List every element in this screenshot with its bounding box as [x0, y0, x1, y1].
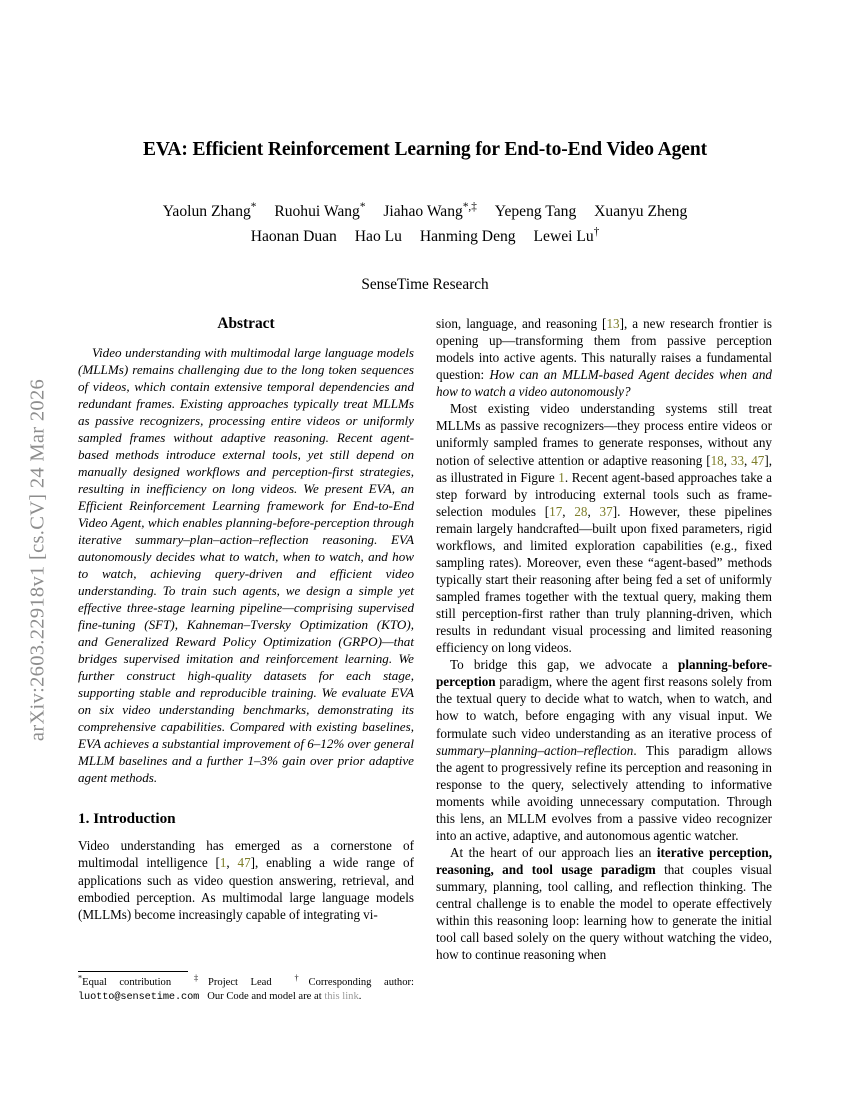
author	[244, 228, 344, 245]
citation-ref[interactable]: 1	[219, 855, 227, 871]
citation-ref[interactable]: 28	[574, 503, 588, 519]
title-block	[78, 0, 772, 294]
process-term: summary–planning–action–reflection	[436, 742, 634, 758]
author-line-1	[78, 200, 772, 225]
footnote-block	[78, 971, 414, 1005]
citation-ref[interactable]: 17	[549, 503, 563, 519]
author	[348, 228, 409, 245]
author-name: Yepeng Tang	[494, 203, 577, 221]
author	[527, 225, 607, 245]
paradigm-term: planning-before-perception	[436, 657, 772, 690]
body-columns	[78, 315, 772, 1005]
paper-page	[78, 0, 772, 1100]
author	[376, 203, 483, 220]
right-paragraph-1	[436, 315, 772, 400]
right-paragraph-2: Most existing video understanding systems still treat MLLMs as passive recognizers—they process entire videos or uniformly sampled frames to generate responses, without any notion of selective attention or adaptive reasoning [18, 33, 47], as illustrated in Figure 1. Recent agent-based approaches take a step forward by introducing external tools such as frame-selection modules [17, 28, 37]. However, these pipelines remain largely handcrafted—built upon fixed parameters, rigid workflows, and limited exploration capabilities (e.g., fixed sampling rates). Moreover, even these “agent-based” methods typically start their reasoning after being fed a set of uniformly sampled frames together with the textual query, making them still perception-first rather than truly planning-driven, which results in redundant visual processing and limited reasoning efficiency on long videos.	[436, 401, 773, 656]
right-text-b: ], as illustrated in Figure	[436, 452, 773, 485]
abstract-body: Video understanding with multimodal large language models (MLLMs) remains challenging due to the long token sequences of videos, which contain extensive temporal dependencies and redundant frames. Existing approaches typically treat MLLMs as passive recognizers, processing entire videos or uniformly sampled frames without adaptive reasoning. Recent agent-based methods introduce external tools, yet still depend on manually designed workflows and perception-first strategies, resulting in inefficiency on long videos. We present EVA, an Efficient Reinforcement Learning framework for End-to-End Video Agent, which enables planning-before-perception through iterative summary–plan–action–reflection reasoning. EVA autonomously decides what to watch, when to watch, and how to watch, achieving query-driven and efficient video understanding. To train such agents, we design a simple yet effective three-stage learning pipeline—comprising supervised fine-tuning (SFT), Kahneman–Tversky Optimization (KTO), and Generalized Reward Policy Optimization (GRPO)—that bridges supervised imitation and reinforcement learning. We further construct high-quality datasets for each stage, supporting stable and reproducible training. We evaluate EVA on six video understanding benchmarks, demonstrating its comprehensive capabilities. Compared with existing baselines, EVA achieves a substantial improvement of 6–12% over general MLLM baselines and a further 1–3% gain over prior adaptive agent methods.	[78, 345, 414, 786]
footnote-email[interactable]: luotto@sensetime.com	[78, 991, 200, 1004]
right-text-b: that couples visual summary, planning, tool calling, and reflection thinking. The central challenge is to enable the model to operate effectively within this reasoning loop: learning how to generate the initial tool call based solely on the query without watching the video, how to continue reasoning when	[436, 862, 773, 963]
right-text-d: ]. However, these pipelines remain largely handcrafted—built upon fixed parameters, rigid workflows, and limited exploration capabilities (e.g., fixed sampling rates). Moreover, even these “agent-based” methods typically start their reasoning after being fed a set of uniformly sampled frames together with the textual query, making them still perception-first rather than truly planning-driven, which results in redundant visual processing and limited reasoning efficiency on long videos.	[436, 503, 773, 656]
citation-ref[interactable]: 37	[599, 503, 613, 519]
author-list	[78, 200, 772, 249]
right-text-a: At the heart of our approach lies an	[450, 844, 657, 860]
intro-text-a: Video understanding has emerged as a cornerstone of multimodal intelligence [	[78, 838, 414, 871]
footnote-marker-equal: *	[78, 973, 83, 983]
page-title: EVA: Efficient Reinforcement Learning for End-to-End Video Agent	[143, 139, 707, 160]
left-column	[78, 315, 414, 1005]
citation-separator: ,	[226, 855, 238, 871]
research-question: How can an MLLM-based Agent decides when and how to watch a video autonomously?	[436, 367, 772, 400]
author	[413, 228, 523, 245]
author	[267, 203, 372, 220]
footnote-equal-contribution: Equal contribution	[82, 977, 172, 989]
affiliation: SenseTime Research	[361, 275, 489, 293]
citation-ref[interactable]: 47	[237, 855, 251, 871]
section-heading-introduction: 1. Introduction	[78, 810, 176, 828]
author-name: Jiahao Wang	[383, 203, 463, 221]
footnote-corresponding-author: Corresponding author:	[308, 977, 414, 989]
right-text-c: . This paradigm allows the agent to progressively refine its perception and reasoning in response to the query, selectively attending to informative moments while avoiding unnecessary computation. Through this lens, an MLLM evolves from a passive video recognizer into an active, adaptive, and autonomous agentic watcher.	[436, 742, 772, 843]
right-text-b: ], a new research frontier is opening up—transforming them from passive perception models into active agents. This naturally raises a fundamental question:	[436, 316, 773, 383]
author-name: Yaolun Zhang	[162, 203, 251, 221]
right-text-a: To bridge this gap, we advocate a	[450, 657, 679, 673]
author	[156, 203, 264, 220]
author-name: Haonan Duan	[250, 228, 337, 245]
right-text-a: sion, language, and reasoning [	[436, 316, 607, 331]
approach-term: iterative perception, reasoning, and tool usage paradigm	[436, 844, 773, 877]
author-superscript: †	[593, 225, 600, 238]
arxiv-stamp-text: arXiv:2603.22918v1 [cs.CV] 24 Mar 2026	[26, 378, 49, 742]
author-superscript: *,‡	[462, 201, 477, 214]
footnote-marker-corresponding: †	[284, 973, 309, 983]
author-superscript: *	[359, 201, 366, 214]
footnote-rule	[78, 971, 188, 972]
author-line-2	[78, 225, 772, 250]
author-name: Hanming Deng	[419, 228, 516, 245]
abstract-heading: Abstract	[217, 315, 275, 332]
right-paragraph-3	[436, 656, 772, 844]
right-text-a: Most existing video understanding systems still treat MLLMs as passive recognizers—they process entire videos or uniformly sampled frames to generate responses, without any notion of selective attention or adaptive reasoning [	[436, 401, 772, 468]
right-text-c: . Recent agent-based approaches take a step forward by introducing external tools such as frame-selection modules [	[436, 469, 773, 519]
footnote-code-text: Our Code and model are at	[207, 991, 325, 1003]
citation-ref[interactable]: 13	[606, 316, 620, 331]
author	[488, 203, 584, 220]
citation-ref[interactable]: 47	[751, 452, 765, 468]
citation-ref[interactable]: 33	[730, 452, 745, 468]
intro-paragraph-1	[78, 837, 414, 922]
right-text-b: paradigm, where the agent first reasons solely from the textual query to decide what to watch, when to watch, and how to watch, before engaging with any visual input. We formulate such video understanding as an iterative process of	[436, 674, 772, 741]
right-paragraph-4	[436, 844, 772, 963]
citation-ref[interactable]: 18	[710, 452, 724, 468]
author	[587, 203, 694, 220]
footnote-project-lead: Project Lead	[207, 977, 272, 989]
author-name: Hao Lu	[354, 228, 402, 245]
figure-ref[interactable]: 1	[558, 469, 565, 485]
author-name: Lewei Lu	[533, 228, 594, 245]
arxiv-stamp	[0, 0, 76, 1100]
intro-text-b: ], enabling a wide range of applications such as video question answering, retrieval, and embodied perception. As multimodal large language models (MLLMs) become increasingly capable of integrating vi-	[78, 855, 415, 922]
author-name: Xuanyu Zheng	[594, 203, 688, 221]
footnote-code-link[interactable]: this link	[324, 991, 359, 1003]
footnote-period: .	[358, 991, 362, 1003]
footnote-marker-lead: ‡	[184, 973, 208, 983]
right-column	[436, 315, 772, 1005]
author-superscript: *	[250, 201, 257, 214]
author-name: Ruohui Wang	[274, 203, 360, 221]
footnote-text	[78, 973, 414, 1005]
